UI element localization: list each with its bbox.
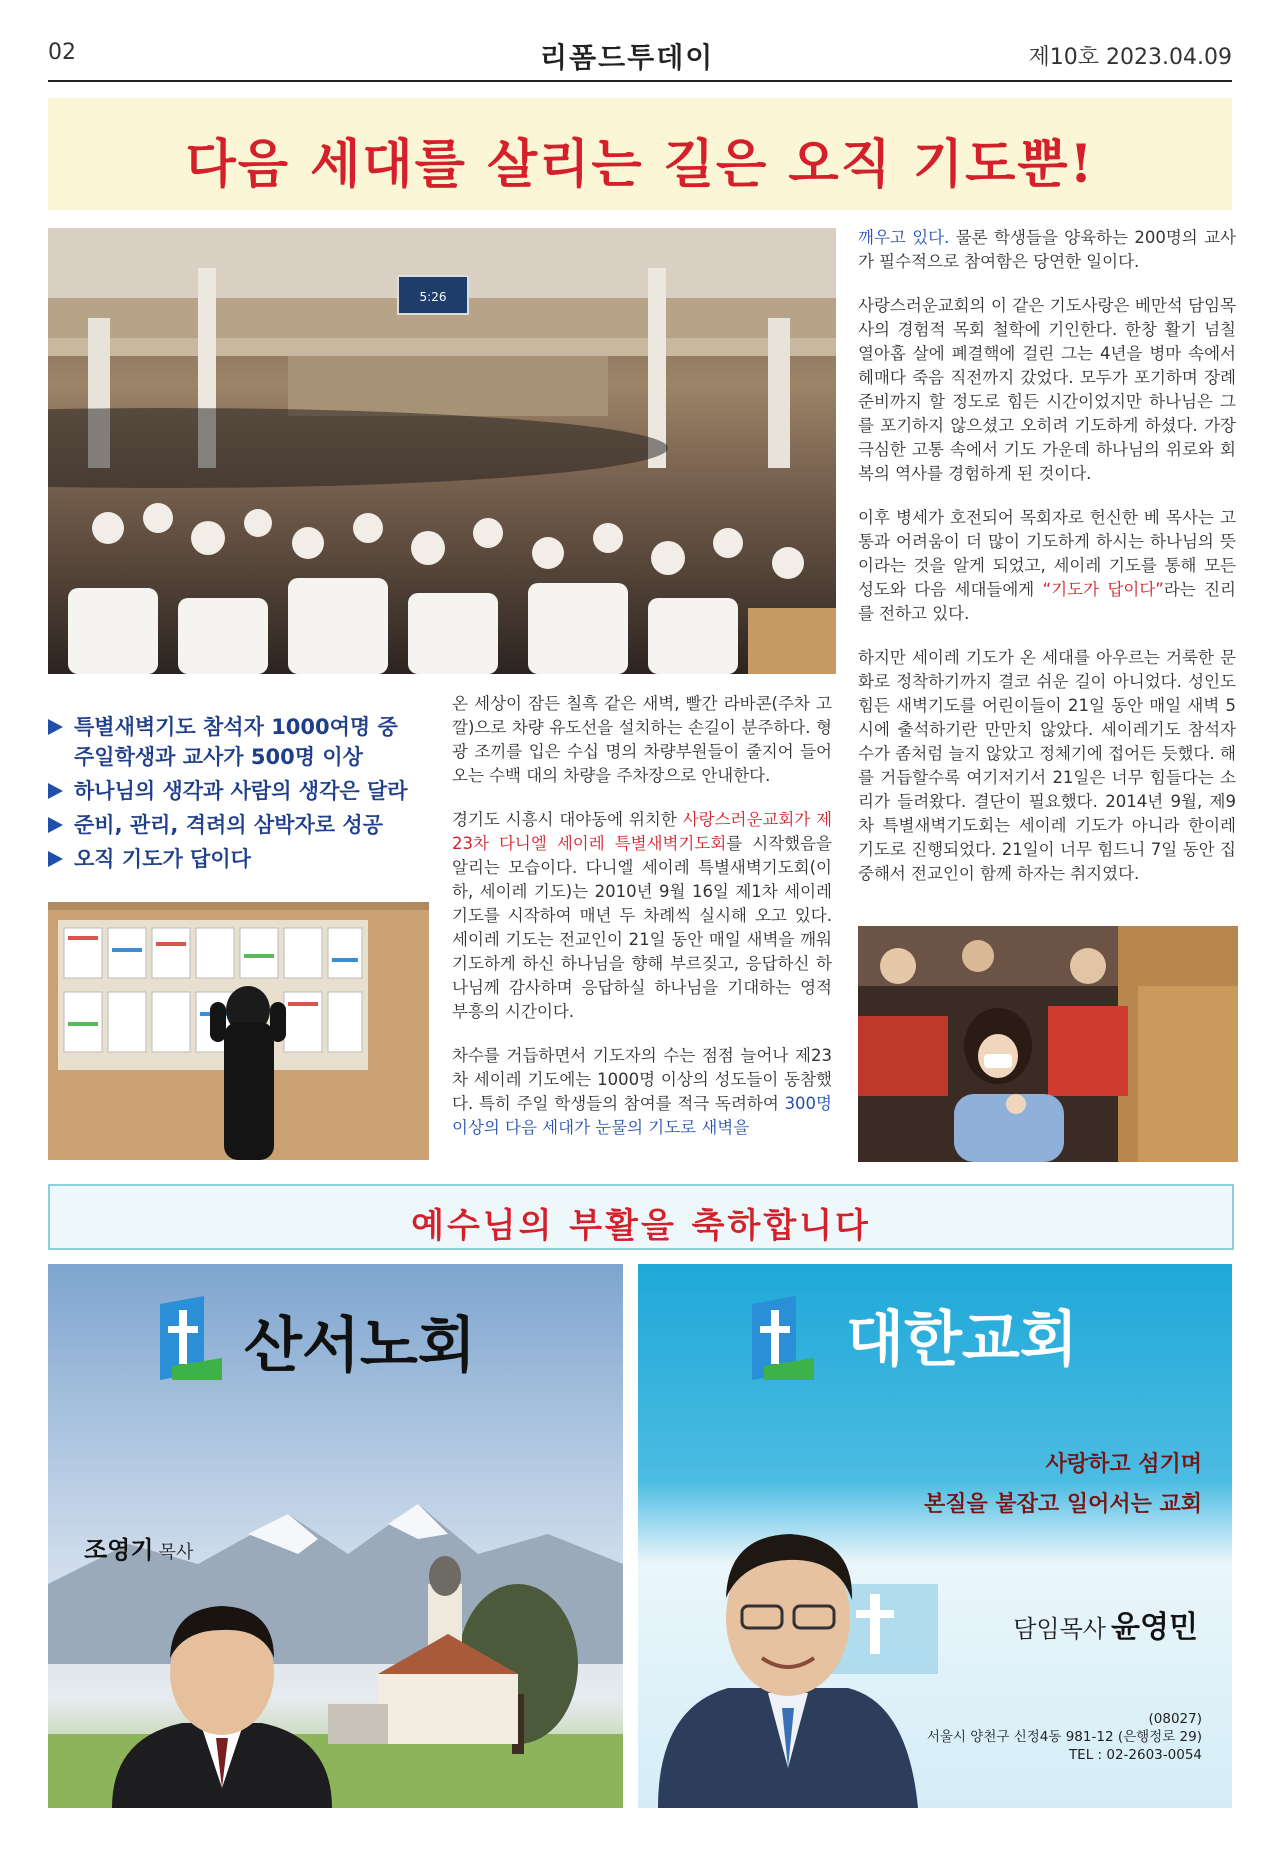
article-paragraph: 경기도 시흥시 대야동에 위치한 사랑스러운교회가 제23차 다니엘 세이레 특별새벽기도회를 시작했음을 알리는 모습이다. 다니엘 세이레 특별새벽기도회(이하, 세이레 기도)는 2010년 9월 16일 제1차 세이레 기도를 시작하여 매년 두 차례씩 실시해 오고 있다. 세이레 기도는 전교인이 21일 동안 매일 새벽을 깨워 기도하게 하신 하나님을 향해 부르짖고, 응답하신 하나님께 감사하며 응답하실 하나님을 기대하는 영적 부흥의 시간이다. <box>452 810 833 1021</box>
triangle-bullet-icon <box>48 817 63 833</box>
cross-logo-icon <box>752 1296 814 1380</box>
ad-daehan-church <box>638 1264 1232 1808</box>
ad-left-pastor <box>84 1530 193 1565</box>
next-generation-highlight-cont: 깨우고 있다. <box>858 228 950 247</box>
triangle-bullet-icon <box>48 851 63 867</box>
cross-logo-icon <box>160 1296 222 1380</box>
ad-right-pastor-title: 담임목사 <box>1013 1615 1106 1643</box>
ad-left-pastor-name: 조영기 <box>84 1536 154 1564</box>
ad-right-pastor-name: 윤영민 <box>1111 1610 1198 1645</box>
article-column-3 <box>858 226 1236 906</box>
ad-right-pastor <box>1013 1602 1198 1646</box>
article-paragraph: 온 세상이 잠든 칠흑 같은 새벽, 빨간 라바콘(주차 고깔)으로 차량 유도선을 설치하는 손길이 분주하다. 형광 조끼를 입은 수십 명의 차량부원들이 줄지어 들어오는 수백 대의 차량을 주차장으로 안내한다. <box>452 694 832 785</box>
ad-right-slogan: 사랑하고 섬기며 본질을 붙잡고 일어서는 교회 <box>923 1451 1202 1517</box>
article-column-2 <box>452 692 832 1160</box>
pastor-portrait-left <box>102 1588 342 1808</box>
page-number: 02 <box>48 40 76 65</box>
headline: 다음 세대를 살리는 길은 오직 기도뿐! <box>185 134 1095 195</box>
bullet-item: 준비, 관리, 격려의 삼박자로 성공 <box>48 810 418 840</box>
summary-bullets <box>48 712 418 878</box>
hall-screen-text: 5:26 <box>419 290 447 304</box>
headline-banner <box>48 98 1232 210</box>
children-praying-photo <box>858 926 1238 1162</box>
ad-left-pastor-title: 목사 <box>158 1542 194 1563</box>
bullet-item: 특별새벽기도 참석자 1000여명 중 주일학생과 교사가 500명 이상 <box>48 712 418 772</box>
header-rule <box>48 80 1232 82</box>
worship-hall-photo <box>48 228 836 674</box>
bullet-item: 오직 기도가 답이다 <box>48 844 418 874</box>
church-address: 서울시 양천구 신정4동 981-12 (은행정로 29) <box>926 1729 1202 1745</box>
ad-sanseo-presbytery <box>48 1264 623 1808</box>
postal-code: (08027) <box>1148 1711 1202 1727</box>
triangle-bullet-icon <box>48 719 63 735</box>
next-generation-highlight: 300명 이상의 다음 세대가 눈물의 기도로 새벽을 <box>452 1094 832 1137</box>
easter-banner <box>48 1184 1234 1250</box>
article-paragraph: 깨우고 있다. 물론 학생들을 양육하는 200명의 교사가 필수적으로 참여함은 당연한 일이다. <box>858 228 1236 271</box>
article-paragraph: 하지만 세이레 기도가 온 세대를 아우르는 거룩한 문화로 정착하기까지 결코 쉬운 길이 아니었다. 성인도 힘든 새벽기도를 어린이들이 21일 동안 매일 새벽 5시에 출석하기란 만만치 않았다. 세이레기도 참석자 수가 좀처럼 늘지 않았고 정체기에 접어든 듯했다. 해를 거듭할수록 여기저기서 21일은 너무 힘들다는 소리가 들려왔다. 결단이 필요했다. 2014년 9월, 제9차 특별새벽기도회는 세이레 기도가 아니라 한이레 기도로 진행되었다. 21일이 너무 힘드니 7일 동안 집중해서 전교인이 함께 하자는 취지였다. <box>858 648 1236 883</box>
church-event-highlight: 사랑스러운교회가 제23차 다니엘 세이레 특별새벽기도회 <box>452 810 833 853</box>
easter-title: 예수님의 부활을 축하합니다 <box>411 1206 871 1246</box>
prayer-is-answer-quote: “기도가 답이다” <box>1042 580 1164 599</box>
church-phone: TEL : 02-2603-0054 <box>1068 1747 1202 1763</box>
prayer-board-photo <box>48 902 429 1160</box>
issue-date: 제10호 2023.04.09 <box>1028 45 1232 70</box>
triangle-bullet-icon <box>48 783 63 799</box>
bullet-item: 하나님의 생각과 사람의 생각은 달라 <box>48 776 418 806</box>
pastor-portrait-right <box>658 1508 918 1808</box>
article-paragraph: 차수를 거듭하면서 기도자의 수는 점점 늘어나 제23차 세이레 기도에는 1000명 이상의 성도들이 동참했다. 특히 주일 학생들의 참여를 적극 독려하여 300명 이상의 다음 세대가 눈물의 기도로 새벽을 <box>452 1046 832 1137</box>
article-paragraph: 이후 병세가 호전되어 목회자로 헌신한 베 목사는 고통과 어려움이 더 많이 기도하게 하시는 하나님의 뜻이라는 것을 알게 되었고, 세이레 기도를 통해 모든 성도와 다음 세대들에게 “기도가 답이다”라는 진리를 전하고 있다. <box>858 508 1236 623</box>
masthead-logo: 리폼드투데이 <box>540 41 715 74</box>
ad-left-name: 산서노회 <box>244 1311 476 1381</box>
ad-right-name: 대한교회 <box>846 1305 1078 1375</box>
article-paragraph: 사랑스러운교회의 이 같은 기도사랑은 베만석 담임목사의 경험적 목회 철학에 기인한다. 한창 활기 넘칠 열아홉 살에 폐결핵에 걸린 그는 4년을 병마 속에서 헤매다 죽음 직전까지 갔었다. 모두가 포기하며 장례 준비까지 할 정도로 힘든 시간이었지만 하나님은 그를 포기하지 않으셨고 오히려 기도하게 하셨다. 가장 극심한 고통 속에서 기도 가운데 하나님의 위로와 회복의 역사를 경험하게 된 것이다. <box>858 296 1236 483</box>
